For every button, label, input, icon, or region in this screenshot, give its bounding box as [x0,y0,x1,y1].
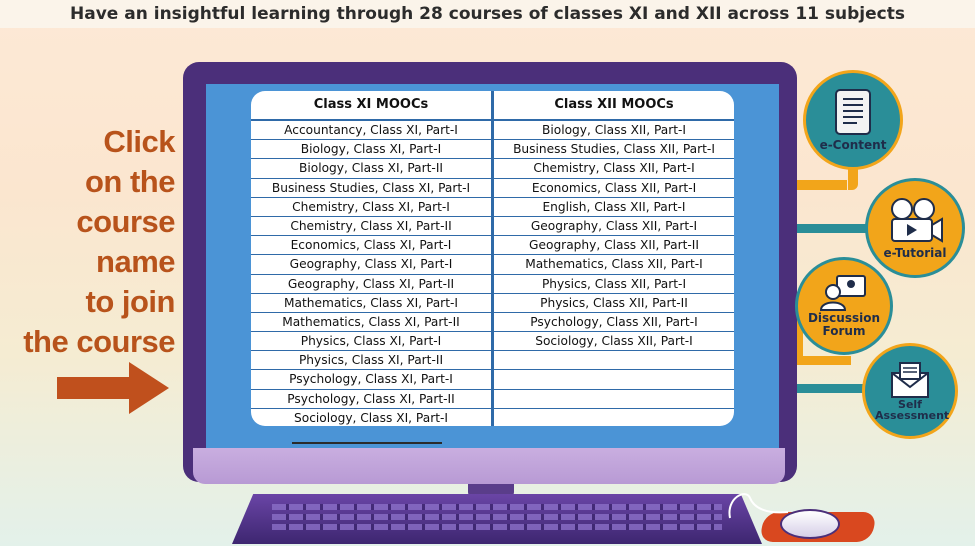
feature-label: e-Tutorial [883,245,947,260]
connector-line [797,180,847,190]
discussion-forum-icon [819,274,869,312]
connector-line [797,224,869,233]
screen-underline [292,442,442,444]
tablet-document-icon [835,89,871,135]
assessment-envelope-icon [888,361,932,399]
empty-row [494,409,734,426]
discussion-forum-feature[interactable] [795,257,893,355]
course-link[interactable]: Mathematics, Class XII, Part-I [494,255,734,274]
e-tutorial-feature[interactable] [865,178,965,278]
empty-row [494,390,734,409]
self-assessment-feature[interactable] [862,343,958,439]
empty-row [494,370,734,389]
cta-line: the course [23,324,175,359]
course-link[interactable]: Mathematics, Class XI, Part-II [251,313,491,332]
column-header: Class XII MOOCs [494,91,734,121]
course-link[interactable]: English, Class XII, Part-I [494,198,734,217]
course-link[interactable]: Physics, Class XII, Part-I [494,275,734,294]
feature-label: Discussion Forum [807,311,881,338]
course-link[interactable]: Physics, Class XI, Part-I [251,332,491,351]
connector-line [797,384,865,393]
cta-line: Click [103,124,175,159]
course-link[interactable]: Economics, Class XI, Part-I [251,236,491,255]
course-link[interactable]: Biology, Class XI, Part-II [251,159,491,178]
course-link[interactable]: Business Studies, Class XI, Part-I [251,179,491,198]
cta-line: name [96,244,175,279]
feature-label: e-Content [819,137,887,152]
empty-row [494,351,734,370]
connector-line [797,356,851,365]
course-table [251,91,734,426]
keyboard [232,494,762,544]
page-headline: Have an insightful learning through 28 courses of classes XI and XII across 11 subjects [0,0,975,28]
call-to-action-text [10,122,175,362]
course-link[interactable]: Geography, Class XI, Part-II [251,275,491,294]
course-link[interactable]: Chemistry, Class XII, Part-I [494,159,734,178]
column-header: Class XI MOOCs [251,91,491,121]
course-link[interactable]: Chemistry, Class XI, Part-II [251,217,491,236]
course-link[interactable]: Psychology, Class XI, Part-II [251,390,491,409]
course-link[interactable]: Sociology, Class XI, Part-I [294,410,448,425]
course-link[interactable]: Chemistry, Class XI, Part-I [251,198,491,217]
course-link[interactable]: Psychology, Class XII, Part-I [494,313,734,332]
course-link[interactable]: Physics, Class XI, Part-II [251,351,491,370]
e-content-feature[interactable] [803,70,903,170]
course-link[interactable]: Sociology, Class XII, Part-I [494,332,734,351]
class-xii-column [494,91,734,426]
cta-line: on the [85,164,175,199]
course-link[interactable]: Biology, Class XII, Part-I [494,121,734,140]
class-xi-column [251,91,491,426]
course-link[interactable]: Economics, Class XII, Part-I [494,179,734,198]
course-link[interactable]: Physics, Class XII, Part-II [494,294,734,313]
course-link[interactable]: Accountancy, Class XI, Part-I [251,121,491,140]
course-link[interactable]: Geography, Class XII, Part-II [494,236,734,255]
course-link[interactable]: Geography, Class XII, Part-I [494,217,734,236]
arrow-right-icon [57,362,169,414]
feature-label: Self Assessment [875,398,950,422]
cta-line: to join [85,284,175,319]
course-link[interactable]: Geography, Class XI, Part-I [251,255,491,274]
mouse-cable [726,488,796,520]
monitor-chin [193,448,785,484]
video-camera-icon [886,197,944,245]
cta-line: course [76,204,175,239]
course-link[interactable]: Biology, Class XI, Part-I [251,140,491,159]
course-link[interactable]: Mathematics, Class XI, Part-I [251,294,491,313]
course-link[interactable]: Business Studies, Class XII, Part-I [494,140,734,159]
course-link[interactable]: Psychology, Class XI, Part-I [251,370,491,389]
